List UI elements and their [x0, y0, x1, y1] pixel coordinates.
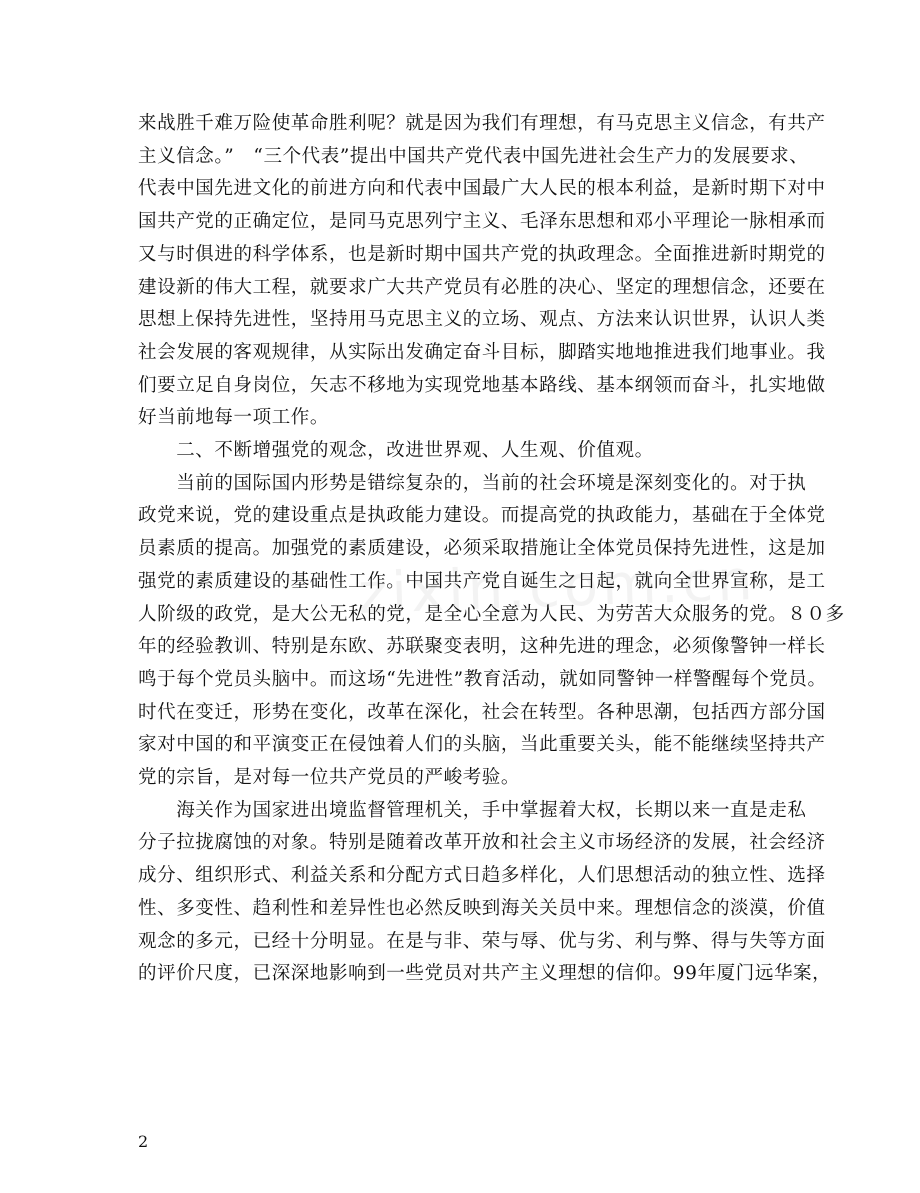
text-line: 分子拉拢腐蚀的对象。特别是随着改革开放和社会主义市场经济的发展，社会经济: [138, 832, 826, 854]
text-line: 海关作为国家进出境监督管理机关，手中掌握着大权，长期以来一直是走私: [138, 799, 807, 821]
text-line: 的评价尺度，已深深地影响到一些党员对共产主义理想的信仰。99年厦门远华案，: [138, 963, 832, 985]
text-line: 二、不断增强党的观念，改进世界观、人生观、价值观。: [138, 440, 654, 461]
text-line: 主义信念。” “三个代表”提出中国共产党代表中国先进社会生产力的发展要求、: [138, 145, 809, 167]
text-line: 家对中国的和平演变正在侵蚀着人们的头脑，当此重要关头，能不能继续坚持共产: [138, 734, 826, 756]
text-line: 人阶级的政党，是大公无私的党，是全心全意为人民、为劳苦大众服务的党。８０多: [138, 603, 845, 625]
text-line: 强党的素质建设的基础性工作。中国共产党自诞生之日起，就向全世界宣称，是工: [138, 570, 826, 592]
text-line: 性、多变性、趋利性和差异性也必然反映到海关关员中来。理想信念的淡漠，价值: [138, 897, 826, 919]
text-line: 党的宗旨，是对每一位共产党员的严峻考验。: [138, 767, 521, 788]
text-line: 好当前地每一项工作。: [138, 407, 330, 429]
text-line: 国共产党的正确定位，是同马克思列宁主义、毛泽东思想和邓小平理论一脉相承而: [138, 211, 826, 233]
text-line: 社会发展的客观规律，从实际出发确定奋斗目标，脚踏实地地推进我们地事业。我: [138, 341, 826, 363]
text-line: 当前的国际国内形势是错综复杂的，当前的社会环境是深刻变化的。对于执: [138, 472, 807, 494]
page-number: 2: [138, 1132, 149, 1151]
text-line: 时代在变迁，形势在变化，改革在深化，社会在转型。各种思潮，包括西方部分国: [138, 701, 826, 723]
text-line: 鸣于每个党员头脑中。而这场“先进性”教育活动，就如同警钟一样警醒每个党员。: [138, 668, 827, 690]
text-line: 员素质的提高。加强党的素质建设，必须采取措施让全体党员保持先进性，这是加: [138, 538, 826, 560]
text-line: 观念的多元，已经十分明显。在是与非、荣与辱、优与劣、利与弊、得与失等方面: [138, 930, 826, 952]
text-line: 们要立足自身岗位，矢志不移地为实现党地基本路线、基本纲领而奋斗，扎实地做: [138, 374, 826, 396]
text-line: 又与时俱进的科学体系，也是新时期中国共产党的执政理念。全面推进新时期党的: [138, 243, 826, 265]
text-line: 来战胜千难万险使革命胜利呢？就是因为我们有理想，有马克思主义信念，有共产: [138, 113, 826, 134]
text-line: 成分、组织形式、利益关系和分配方式日趋多样化，人们思想活动的独立性、选择: [138, 865, 826, 887]
text-line: 政党来说，党的建设重点是执政能力建设。而提高党的执政能力，基础在于全体党: [138, 505, 826, 527]
text-line: 代表中国先进文化的前进方向和代表中国最广大人民的根本利益，是新时期下对中: [138, 178, 826, 200]
text-line: 思想上保持先进性，坚持用马克思主义的立场、观点、方法来认识世界，认识人类: [138, 309, 826, 331]
text-line: 建设新的伟大工程，就要求广大共产党员有必胜的决心、坚定的理想信念，还要在: [138, 276, 826, 298]
text-line: 年的经验教训、特别是东欧、苏联聚变表明，这种先进的理念，必须像警钟一样长: [138, 636, 826, 658]
